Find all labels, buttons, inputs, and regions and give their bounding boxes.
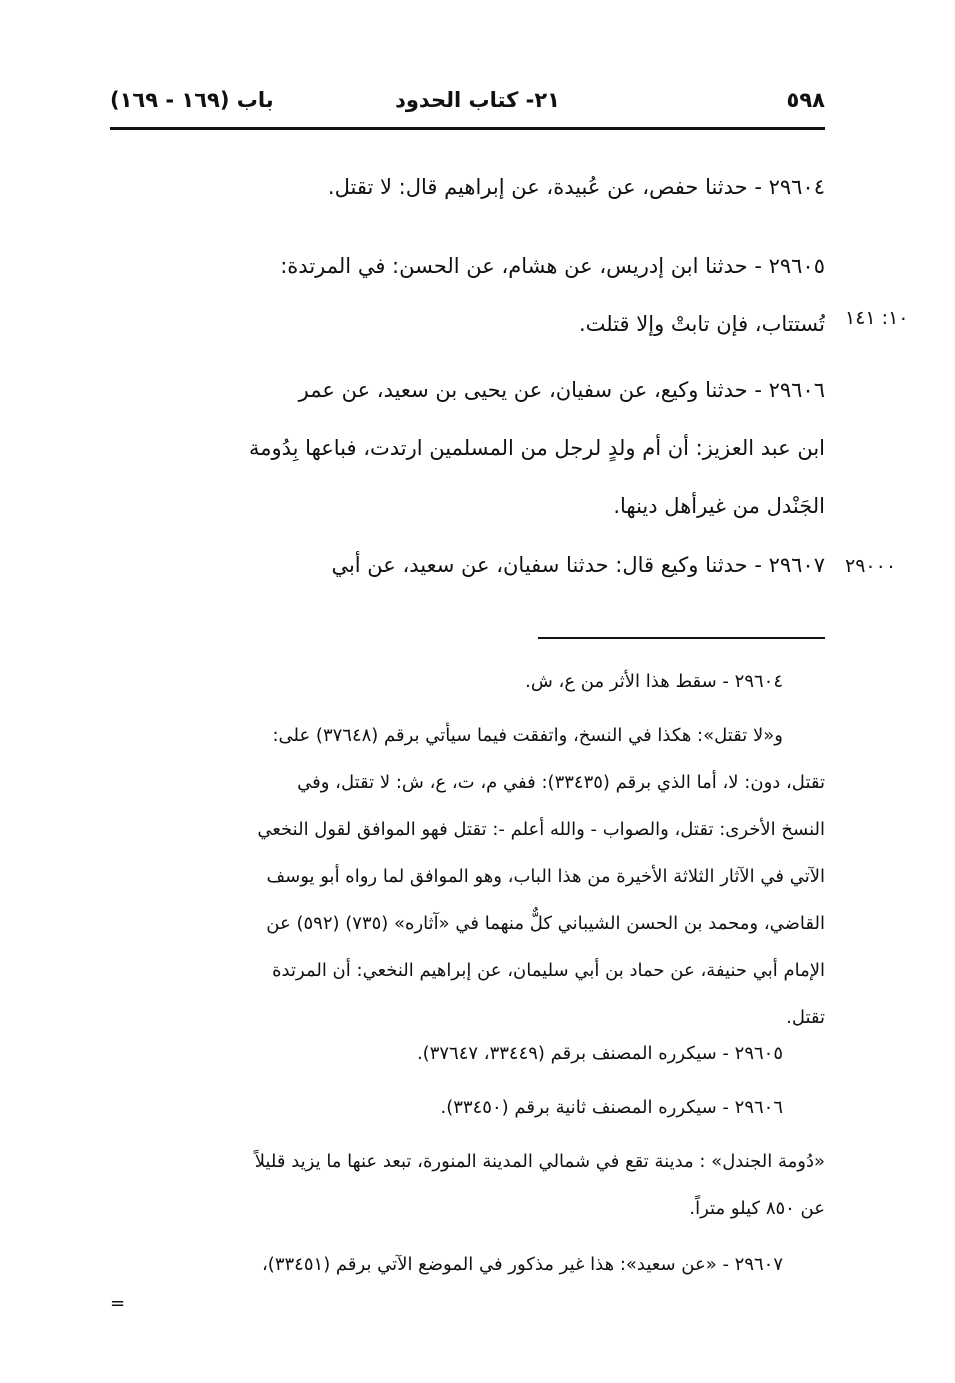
footnote-line: النسخ الأخرى: تقتل، والصواب - والله أعلم -: تقتل فهو الموافق لقول النخعي: [257, 819, 825, 840]
footnote-line: ٢٩٦٠٤ - سقط هذا الأثر من ع، ش.: [525, 671, 783, 692]
footnote-line: ٢٩٦٠٦ - سيكرره المصنف ثانية برقم (٣٣٤٥٠).: [440, 1097, 783, 1118]
footnote-line: تقتل، دون: لا، أما الذي برقم (٣٣٤٣٥): ففي م، ت، ع، ش: لا تقتل، وفي: [297, 772, 825, 793]
running-header: [110, 88, 825, 128]
margin-ref-number: ٢٩٠٠٠: [845, 555, 897, 577]
text-line: ٢٩٦٠٥ - حدثنا ابن إدريس، عن هشام، عن الحسن: في المرتدة:: [280, 254, 825, 278]
footnote-29607: [110, 1241, 825, 1288]
text-line: ٢٩٦٠٤ - حدثنا حفص، عن عُبيدة، عن إبراهيم قال: لا تقتل.: [327, 175, 825, 199]
footnote-29606: [110, 1084, 783, 1131]
margin-ref-vol-page: ١٠: ١٤١: [845, 307, 909, 329]
book-title: ٢١- كتاب الحدود: [395, 88, 560, 112]
text-line: تُستتاب، فإن تابتْ وإلا قتلت.: [578, 312, 825, 336]
footnote-la-taqtul: [110, 712, 825, 1041]
text-line: الجَنْدل من غيرأهل دينها.: [613, 494, 825, 518]
footnote-line: تقتل.: [786, 1007, 825, 1028]
footnote-line: القاضي، ومحمد بن الحسن الشيباني كلٌّ منهما في «آثاره» (٧٣٥) (٥٩٢) عن: [266, 913, 825, 934]
footnote-line: ٢٩٦٠٧ - «عن سعيد»: هذا غير مذكور في الموضع الآتي برقم (٣٣٤٥١)،: [262, 1254, 783, 1275]
footnote-line: «دُومة الجندل» : مدينة تقع في شمالي المدينة المنورة، تبعد عنها ما يزيد قليلاً: [254, 1151, 825, 1172]
hadith-29606: [110, 361, 825, 535]
footnote-line: عن ٨٥٠ كيلو متراً.: [689, 1198, 825, 1219]
footnote-rule: [538, 637, 825, 639]
footnote-line: الإمام أبي حنيفة، عن حماد بن أبي سليمان، عن إبراهيم النخعي: أن المرتدة: [272, 960, 825, 981]
hadith-29607: [110, 536, 825, 594]
footnote-29605: [110, 1030, 783, 1077]
hadith-29604: [110, 158, 825, 216]
footnote-line: و«لا تقتل»: هكذا في النسخ، واتفقت فيما سيأتي برقم (٣٧٦٤٨) على:: [272, 725, 783, 746]
footnote-line: ٢٩٦٠٥ - سيكرره المصنف برقم (٣٣٤٤٩، ٣٧٦٤٧).: [416, 1043, 783, 1064]
page-number: ٥٩٨: [786, 88, 825, 112]
hadith-29605: [110, 237, 825, 353]
continuation-mark: =: [110, 1293, 126, 1314]
footnote-29604: [110, 658, 783, 705]
footnote-dumat-al-jandal: [110, 1138, 825, 1232]
footnote-line: الآتي في الآثار الثلاثة الأخيرة من هذا الباب، وهو الموافق لما رواه أبو يوسف: [266, 866, 825, 887]
text-line: ٢٩٦٠٦ - حدثنا وكيع، عن سفيان، عن يحيى بن سعيد، عن عمر: [298, 378, 825, 402]
chapter-title: باب (١٦٩ - ١٦٩): [110, 88, 274, 112]
text-line: ٢٩٦٠٧ - حدثنا وكيع قال: حدثنا سفيان، عن سعيد، عن أبي: [331, 553, 825, 577]
text-line: ابن عبد العزيز: أن أم ولدٍ لرجل من المسلمين ارتدت، فباعها بِدُومة: [248, 436, 825, 460]
header-rule: [110, 127, 825, 130]
